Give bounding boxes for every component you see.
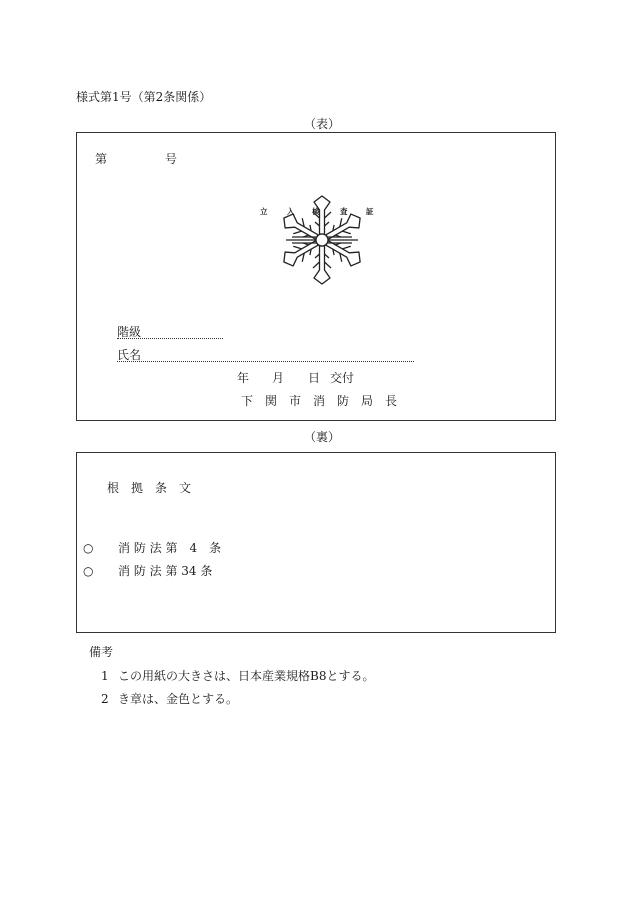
emblem-char-5: 証: [366, 207, 374, 216]
rank-line: [117, 338, 223, 339]
note-text-2: き章は、金色とする。: [118, 692, 239, 706]
back-heading: 根 拠 条 文: [107, 481, 192, 495]
emblem-char-3: 検: [312, 207, 320, 216]
date-day-label: 日: [308, 371, 321, 385]
note-num-1: 1: [101, 669, 109, 683]
name-line: [117, 361, 414, 362]
clause-text-1: 消 防 法 第 4 条: [118, 541, 222, 555]
number-suffix: 号: [165, 152, 178, 166]
issuer: 下 関 市 消 防 局 長: [241, 394, 398, 408]
name-label: 氏名: [117, 348, 142, 362]
note-num-2: 2: [101, 692, 109, 706]
back-label: （裏）: [304, 430, 341, 444]
date-month-label: 月: [272, 371, 285, 385]
rank-label: 階級: [117, 325, 142, 339]
form-title: 様式第1号（第2条関係）: [76, 90, 212, 104]
clause-text-2: 消 防 法 第 34 条: [118, 564, 213, 578]
number-prefix: 第: [95, 152, 108, 166]
clause-mark-1: ○: [83, 541, 94, 555]
fire-department-emblem-icon: [280, 194, 364, 286]
emblem-char-2: 入: [287, 207, 295, 216]
emblem-char-4: 査: [340, 207, 348, 216]
note-text-1: この用紙の大きさは、日本産業規格B8とする。: [118, 669, 375, 683]
front-label: （表）: [304, 117, 341, 131]
date-year-label: 年: [237, 371, 250, 385]
notes-heading: 備考: [89, 645, 114, 659]
emblem-char-1: 立: [260, 207, 268, 216]
clause-mark-2: ○: [83, 564, 94, 578]
date-issued-label: 交付: [330, 371, 355, 385]
